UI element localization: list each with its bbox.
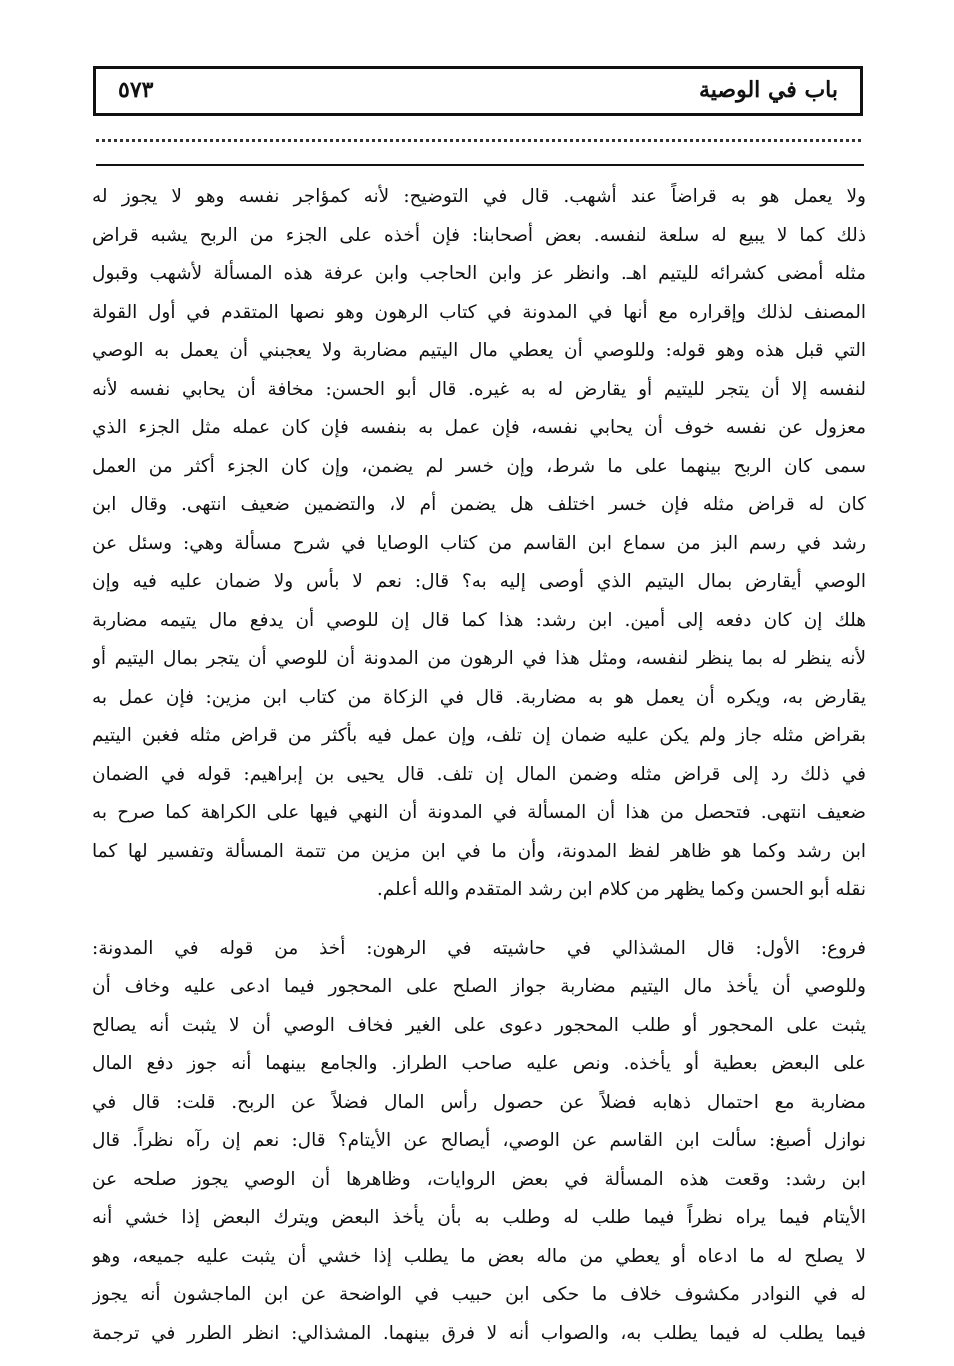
text-line: رشد في رسم البز من سماع ابن القاسم من كتاب الوصايا في شرح مسألة وهي: وسئل عن [92,532,866,554]
text-line: لا يصلح له ما ادعاه أو يعطي من ماله بعض ما يطلب إذا خشي أن يثبت عليه جميعه، وهو [92,1245,866,1267]
text-line: بقراض مثله جاز ولم يكن عليه ضمان إن تلف، وإن عمل فيه بأكثر من قراض مثله فغبن اليتيم [92,725,866,746]
text-line: فروع: الأول: قال المشذالي في حاشيته في الرهون: أخذ من قوله في المدونة: [92,937,866,959]
text-line: في ذلك رد إلى قراض مثله وضمن المال إن تلف. قال يحيى بن إبراهيم: قوله في الضمان [92,763,866,785]
text-line: يقارض به، ويكره أن يعمل هو به مضاربة. قال في الزكاة من كتاب ابن مزين: فإن عمل به [92,686,866,708]
text-line: المصنف لذلك وإقراره مع أنها في المدونة في كتاب الرهون وهو نصها المتقدم في أول القولة [92,301,866,323]
text-line: على البعض بعطية أو يأخذه. ونص عليه صاحب الطراز. والجامع بينهما أنه جوز دفع المال [92,1053,866,1074]
text-line: ابن رشد وكما هو ظاهر لفظ المدونة، وأن ما في ابن مزين من تتمة المسألة وتفسير لها كما [92,840,866,862]
text-line: الأيتام فيما يراه نظراً فيما طلب له وطلب به بأن يأخذ البعض ويترك البعض إذا خشي أنه [92,1207,866,1228]
text-line: سمى كان الربح بينهما على ما شرط، وإن خسر لم يضمن، وإن كان الجزء أكثر من العمل [92,455,866,477]
text-line: التي قبل هذه وهو قوله: وللوصي أن يعطي مال اليتيم مضاربة ولا يعجبني أن يعمل به الوصي [92,340,866,361]
text-line: ذلك كما لا يبيع له سلعة لنفسه. بعض أصحابنا: فإن أخذه على الجزء من الربح يشبه قراض [92,224,866,246]
text-line: نوازل أصبغ: سألت ابن القاسم عن الوصي، أيصالح عن الأيتام؟ قال: نعم إن رآه نظراً. قال [92,1130,866,1151]
solid-divider [96,164,864,166]
paragraph-gap [92,910,866,930]
paragraph-main [92,178,866,910]
text-line: مثله أمضى كشرائه لليتيم اهـ. وانظر عز وابن الحاجب وابن عرفة هذه المسألة لأشهب وقبول [92,263,866,284]
text-line: يثبت على المحجور أو طلب المحجور دعوى على الغير فخاف الوصي أن لا يثبت أنه يصالح [92,1014,866,1036]
chapter-title: باب في الوصية [698,77,838,103]
text-line: الوصي أيقارض بمال اليتيم الذي أوصى إليه به؟ قال: نعم لا بأس ولا ضمان عليه فيه وإن [92,571,866,592]
text-line: له في النوادر مكشوف خلاف ما حكى ابن حبيب في الواضحة عن ابن الماجشون أنه يجوز [92,1284,866,1305]
text-line: فيما يطلب له فيما يطلب به، والصواب أنه لا فرق بينهما. المشذالي: انظر الطرر في ترجمة [92,1322,866,1344]
text-line: لنفسه إلا أن يتجر لليتيم أو يقارض له به غيره. قال أبو الحسن: مخافة أن يحابي نفسه لأنه [92,378,866,400]
body-text [92,178,866,1353]
text-line: نقله أبو الحسن وكما يظهر من كلام ابن رشد المتقدم والله أعلم. [376,879,866,900]
text-line: هلك إن كان دفعه إلى أمين. ابن رشد: هذا كما قال إن للوصي أن يدفع مال يتيمه مضاربة [92,609,866,631]
paragraph-branches [92,930,866,1354]
text-line: ابن رشد: وقعت هذه المسألة في بعض الروايات، وظاهرها أن الوصي يجوز صلحه عن [92,1168,866,1190]
page-header [93,66,863,116]
text-line: ولا يعمل هو به قراضاً عند أشهب. قال في التوضيح: لأنه كمؤاجر نفسه وهو لا يجوز له [92,186,866,207]
text-line: معزول عن نفسه خوف أن يحابي نفسه، فإن عمل به بنفسه فإن كان عمله مثل الجزء الذي [92,417,866,438]
page-number: ٥٧٣ [118,77,154,103]
text-line: لأنه ينظر له بما ينظر لنفسه، ومثل هذا في الرهون من المدونة أن للوصي أن يتجر بمال اليتيم أو [92,648,866,669]
dotted-divider [96,139,861,142]
text-line: ضعيف انتهى. فتحصل من هذا أن المسألة في المدونة أن النهي فيها على الكراهة كما صرح به [92,802,866,823]
text-line: وللوصي أن يأخذ مال اليتيم مضاربة جواز الصلح على المحجور فيما ادعى عليه وخاف أن [92,976,866,997]
text-line: مضاربة مع احتمال ذهابه فضلاً عن حصول رأس المال فضلاً عن الربح. قلت: قال في [92,1091,866,1113]
text-line: كان له قراض مثله فإن خسر اختلف هل يضمن أم لا، والتضمين ضعيف انتهى. وقال ابن [92,494,866,515]
